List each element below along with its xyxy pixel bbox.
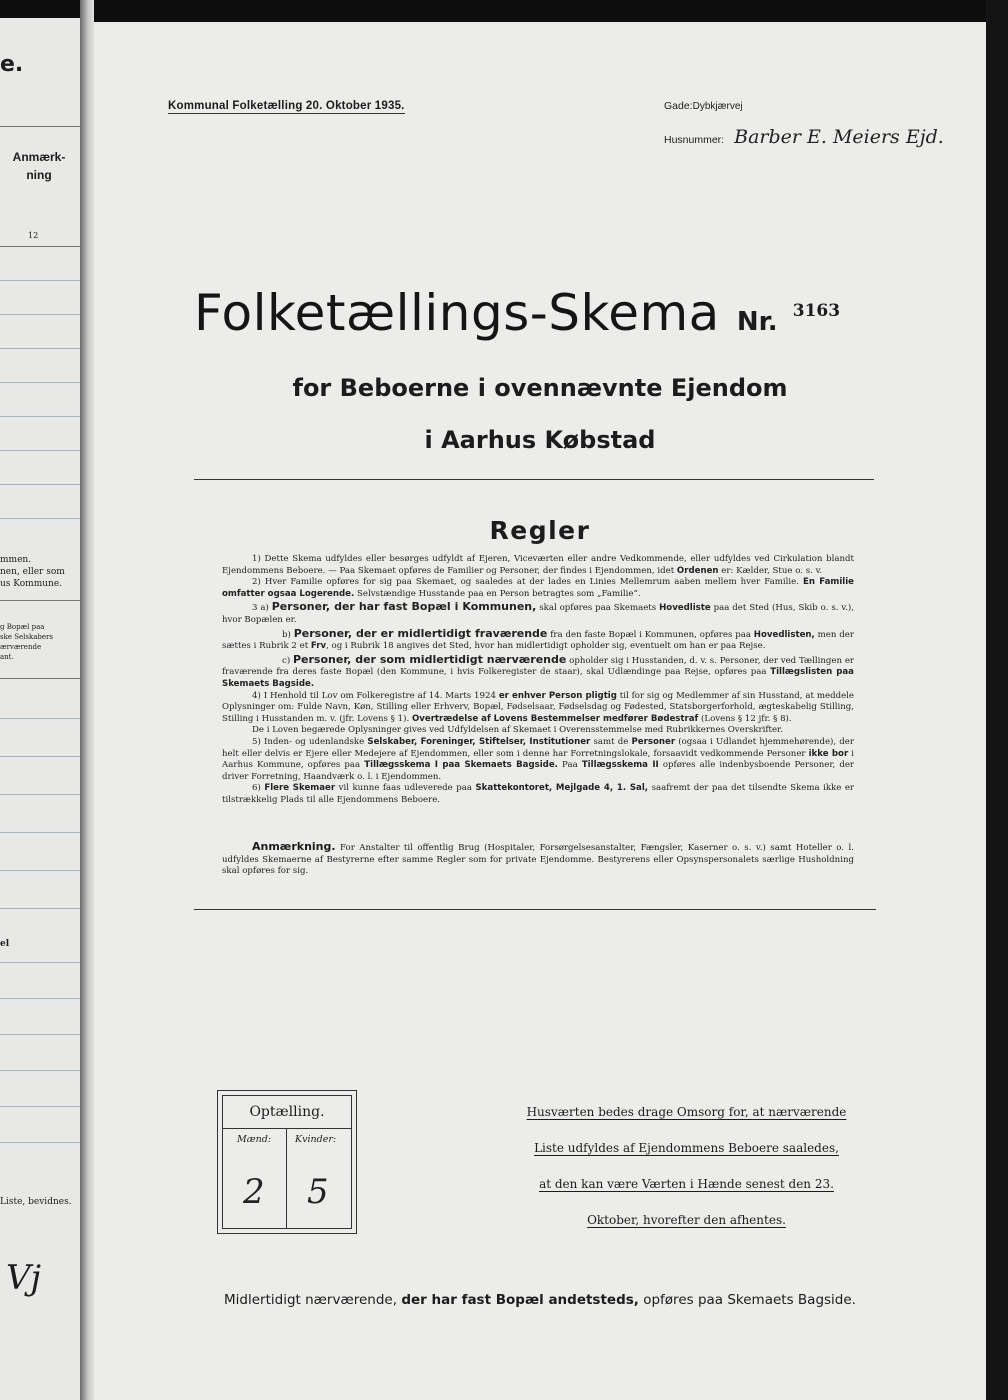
ruled-line	[0, 382, 80, 383]
left-page-column-number: 12	[28, 231, 39, 240]
women-count: 5	[307, 1172, 329, 1212]
ruled-line	[0, 1106, 80, 1107]
ruled-line	[0, 1034, 80, 1035]
divider	[194, 479, 874, 480]
rule-1: 1) Dette Skema udfyldes eller besørges udfyldt af Ejeren, Viceværten eller andre Vedkommende, eller udfyldes ved Cirkulation blandt Ejendommens Beboere. — Paa Skemaet opføres de Familier og Personer, der findes i Ejendommen, idet Ordenen er: Kælder, Stue o. s. v.	[222, 554, 854, 576]
left-page-letter: e.	[0, 52, 24, 77]
left-page-rule	[0, 246, 80, 247]
rule-3b: b) Personer, der er midlertidigt fraværende fra den faste Bopæl i Kommunen, opføres paa Hovedlisten, men der sættes i Rubrik 2 et Frv, og i Rubrik 18 angives det Sted, hvor han midlertidigt opholder sig, eventuelt om han er paa Rejse.	[222, 626, 854, 652]
remark-text: For Anstalter til offentlig Brug (Hospitaler, Forsørgelsesanstalter, Fængsler, Kaserner o. s. v.) samt Hoteller o. l. udfyldes Skemaerne af Bestyrerne efter samme Regler som for private Ejendomme. Bestyrerens eller Opsynspersonalets særlige Husholdning skal opføres for sig.	[222, 843, 855, 877]
footer-instruction: Midlertidigt nærværende, der har fast Bopæl andetsteds, opføres paa Skemaets Bagside.	[224, 1292, 856, 1308]
tally-title: Optælling.	[249, 1104, 325, 1120]
left-page-rule	[0, 126, 80, 127]
house-number-value: Barber E. Meiers Ejd.	[734, 126, 944, 148]
notice-line: Liste udfyldes af Ejendommens Beboere saaledes,	[534, 1141, 839, 1155]
census-header: Kommunal Folketælling 20. Oktober 1935.	[168, 100, 405, 112]
men-label: Mænd:	[237, 1134, 272, 1145]
previous-page-strip	[0, 18, 80, 1400]
book-gutter	[80, 0, 94, 1400]
tally-divider	[223, 1128, 351, 1129]
tally-box	[217, 1090, 357, 1234]
ruled-line	[0, 348, 80, 349]
rule-4-continued: De i Loven begærede Oplysninger gives ved Udfyldelsen af Skemaet i Overensstemmelse med Rubrikkernes Overskrifter.	[252, 725, 783, 736]
left-page-rule	[0, 678, 80, 679]
rule-5: 5) Inden- og udenlandske Selskaber, Foreninger, Stiftelser, Institutioner samt de Personer (ogsaa i Udlandet hjemmehørende), der helt eller delvis er Ejere eller Medejere af Ejendommen, eller som i denne har Forretningslokale, forsaavidt vedkommende Personer ikke bor i Aarhus Kommune, opføres paa Tillægsskema I paa Skemaets Bagside. Paa Tillægsskema II opføres alle indenbysboende Personer, der driver Forretning, Haandværk o. l. i Ejendommen.	[222, 736, 855, 782]
ruled-line	[0, 416, 80, 417]
census-form-page	[94, 22, 986, 1400]
ruled-line	[0, 962, 80, 963]
left-page-note: Liste, bevidnes.	[0, 1197, 72, 1207]
rule-6: 6) Flere Skemaer vil kunne faas udleverede paa Skattekontoret, Mejlgade 4, 1. Sal, saafremt der paa det tilsendte Skema ikke er tilstrækkelig Plads til alle Ejendommens Beboere.	[222, 783, 855, 805]
street-label: Gade:	[664, 100, 693, 112]
men-count: 2	[243, 1172, 265, 1212]
rules-text	[222, 554, 854, 806]
remark-section	[222, 840, 854, 878]
rule-3a: 3 a) Personer, der har fast Bopæl i Kommunen, skal opføres paa Skemaets Hovedliste paa det Sted (Hus, Skib o. s. v.), hvor Bopælen er.	[222, 600, 855, 625]
form-title	[194, 284, 840, 342]
ruled-line	[0, 484, 80, 485]
tally-inner-frame	[222, 1095, 352, 1229]
ruled-line	[0, 908, 80, 909]
notice-line: Husværten bedes drage Omsorg for, at nærværende	[526, 1105, 847, 1119]
notice-line: Oktober, hvorefter den afhentes.	[587, 1213, 786, 1227]
ruled-line	[0, 870, 80, 871]
form-title-text: Folketællings-Skema	[194, 284, 720, 342]
tally-column-separator	[286, 1128, 287, 1228]
rule-3c: c) Personer, der som midlertidigt nærværende opholder sig i Husstanden, d. v. s. Personer, der ved Tællingen er fraværende fra deres faste Bopæl (den Kommune, i hvis Folkeregister de staar), skal Udlændinge paa Rejse, opføres paa Tillægslisten paa Skemaets Bagside.	[222, 652, 855, 689]
ruled-line	[0, 1070, 80, 1071]
ruled-line	[0, 756, 80, 757]
left-page-note: g Bopæl paa ske Selskabers ærværende ant.	[0, 623, 53, 661]
remark-label: Anmærkning.	[252, 840, 336, 853]
scan-edge	[986, 0, 1008, 1400]
ruled-line	[0, 998, 80, 999]
ruled-line	[0, 280, 80, 281]
divider	[194, 909, 876, 910]
handwritten-initials: Vj	[6, 1258, 42, 1298]
left-page-rule	[0, 600, 80, 601]
ruled-line	[0, 450, 80, 451]
form-municipality: i Aarhus Købstad	[424, 426, 656, 454]
ruled-line	[0, 832, 80, 833]
left-page-note: mmen. nen, eller som us Kommune.	[0, 555, 65, 589]
house-number-label: Husnummer:	[664, 134, 725, 146]
ruled-line	[0, 518, 80, 519]
women-label: Kvinder:	[295, 1134, 337, 1145]
form-subtitle: for Beboerne i ovennævnte Ejendom	[292, 374, 788, 402]
left-page-heading: Anmærk- ning	[12, 150, 66, 182]
ruled-line	[0, 718, 80, 719]
form-number-label: Nr.	[736, 307, 778, 337]
rules-heading: Regler	[489, 516, 591, 545]
landlord-notice	[514, 1094, 859, 1238]
ruled-line	[0, 794, 80, 795]
notice-line: at den kan være Værten i Hænde senest den 23.	[539, 1177, 834, 1191]
street-value: Dybkjærvej	[692, 101, 743, 112]
form-number-value: 3163	[792, 301, 841, 321]
rule-2: 2) Hver Familie opføres for sig paa Skemaet, og saaledes at der lades en Linies Mellemrum aaben mellem hver Familie. En Familie omfatter ogsaa Logerende. Selvstændige Husstande paa en Person betragtes som „Familie“.	[222, 577, 854, 599]
left-page-note: el	[0, 939, 10, 949]
rule-4: 4) I Henhold til Lov om Folkeregistre af 14. Marts 1924 er enhver Person pligtig til for sig og Medlemmer af sin Husstand, at meddele Oplysninger om: Fulde Navn, Køn, Stilling eller Erhverv, Bopæl, Fødselsaar, Fødselsdag og Fødested, Statsborgerforhold, ægteskabelig Stilling, Stilling i Husstanden m. v. (jfr. Lovens § 1). Overtrædelse af Lovens Bestemmelser medfører Bødestraf (Lovens § 12 jfr. § 8).	[222, 690, 854, 724]
address-fields	[664, 100, 944, 158]
ruled-line	[0, 1142, 80, 1143]
ruled-line	[0, 314, 80, 315]
